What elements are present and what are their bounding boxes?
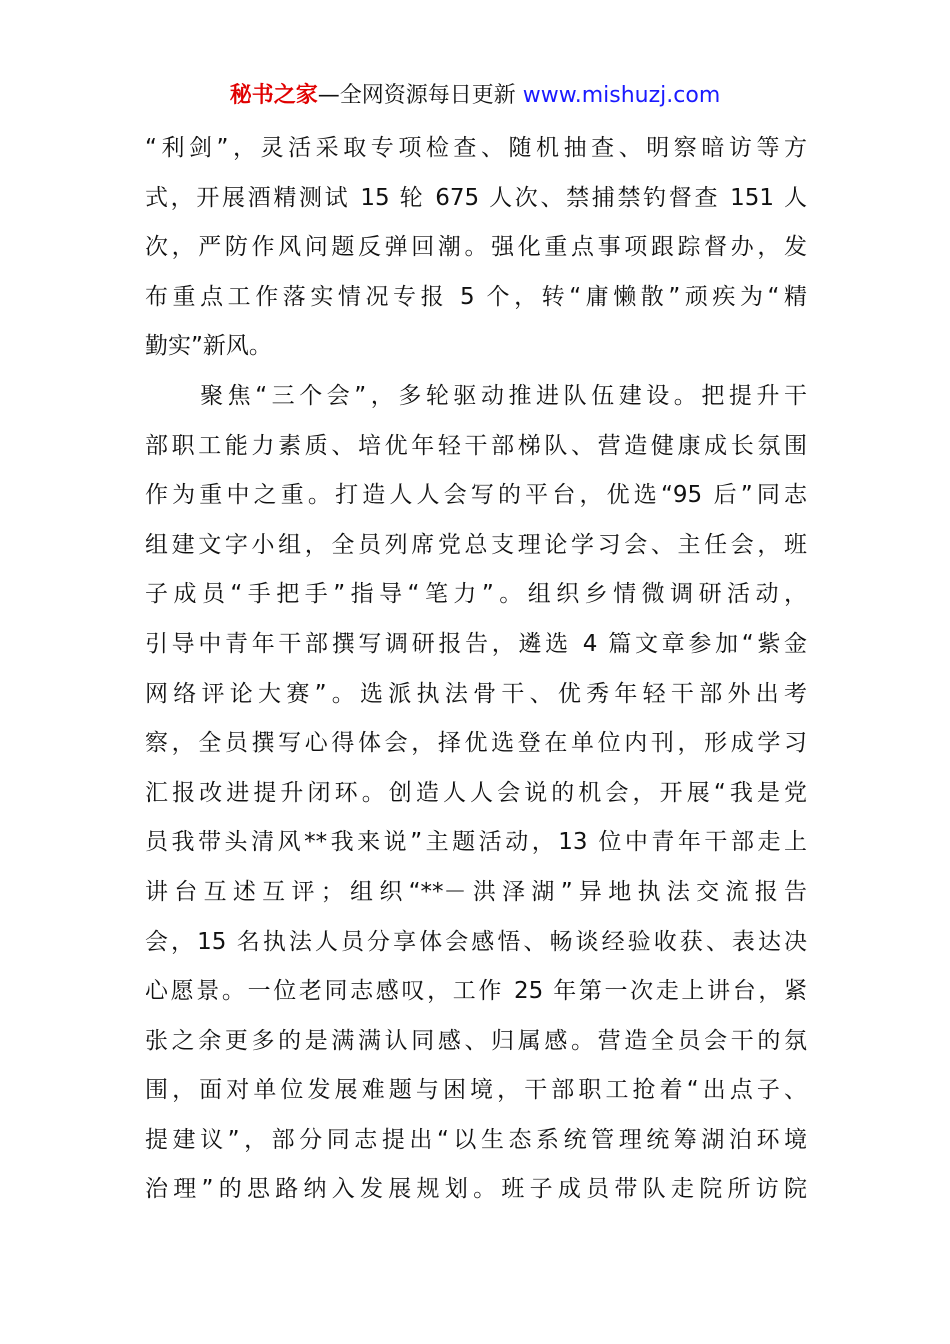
site-url-link[interactable]: www.mishuzj.com [522, 83, 721, 108]
text-line: 心愿景。一位老同志感叹，工作 25 年第一次走上讲台，紧 [145, 978, 807, 1005]
body-text [145, 124, 807, 1215]
text-line: 作为重中之重。打造人人会写的平台，优选“95 后”同志 [145, 482, 807, 509]
text-line: 汇报改进提升闭环。创造人人会说的机会，开展“我是党 [145, 779, 807, 806]
text-line: 布重点工作落实情况专报 5 个，转“庸懒散”顽疾为“精 [145, 283, 807, 310]
text-line: 提建议”，部分同志提出“以生态系统管理统筹湖泊环境 [145, 1126, 807, 1153]
text-line: 勤实”新风。 [145, 333, 272, 360]
header-tagline: —全网资源每日更新 [317, 83, 523, 108]
text-line: 讲台互述互评；组织“**－洪泽湖”异地执法交流报告 [145, 878, 807, 905]
text-line: 察，全员撰写心得体会，择优选登在单位内刊，形成学习 [145, 730, 807, 757]
text-line: 会，15 名执法人员分享体会感悟、畅谈经验收获、表达决 [145, 928, 807, 955]
text-line: 聚焦“三个会”，多轮驱动推进队伍建设。把提升干 [145, 382, 807, 409]
text-line: 网络评论大赛”。选派执法骨干、优秀年轻干部外出考 [145, 680, 807, 707]
text-line: 式，开展酒精测试 15 轮 675 人次、禁捕禁钓督查 151 人 [145, 184, 807, 211]
text-line: 组建文字小组，全员列席党总支理论学习会、主任会，班 [145, 531, 807, 558]
text-line: “利剑”，灵活采取专项检查、随机抽查、明察暗访等方 [145, 135, 807, 161]
text-line: 围，面对单位发展难题与困境，干部职工抢着“出点子、 [145, 1077, 807, 1104]
brand-name: 秘书之家 [229, 83, 318, 108]
text-line: 次，严防作风问题反弹回潮。强化重点事项跟踪督办，发 [145, 234, 807, 261]
text-line: 子成员“手把手”指导“笔力”。组织乡情微调研活动， [145, 581, 807, 608]
text-line: 张之余更多的是满满认同感、归属感。营造全员会干的氛 [145, 1027, 807, 1054]
text-line: 员我带头清风**我来说”主题活动，13 位中青年干部走上 [145, 829, 807, 856]
text-line: 治理”的思路纳入发展规划。班子成员带队走院所访院 [145, 1176, 807, 1203]
text-line: 部职工能力素质、培优年轻干部梯队、营造健康成长氛围 [145, 432, 807, 459]
text-line: 引导中青年干部撰写调研报告，遴选 4 篇文章参加“紫金 [145, 630, 807, 657]
page-header [0, 80, 950, 112]
